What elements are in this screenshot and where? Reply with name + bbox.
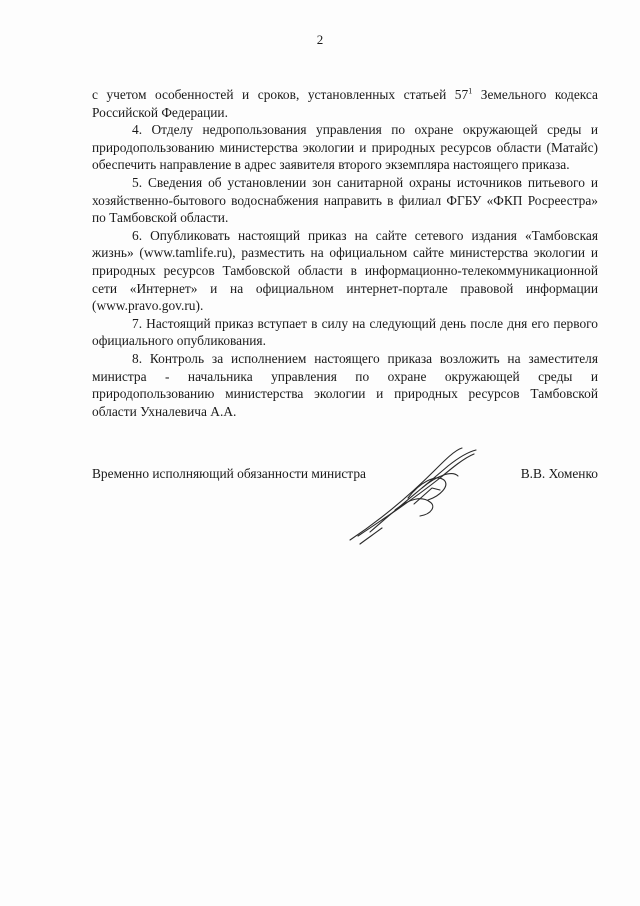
paragraph-continuation [92,86,598,121]
page-number: 2 [316,32,324,47]
paragraph-item-4: 4. Отделу недропользования управления по охране окружающей среды и природопользованию министерства экологии и природных ресурсов области (Матайс) обеспечить направление в адрес заявителя второго экземпляра настоящего приказа. [92,122,598,173]
paragraph-item-7: 7. Настоящий приказ вступает в силу на следующий день после дня его первого официального опубликования. [92,315,598,349]
paragraph-item-6: 6. Опубликовать настоящий приказ на сайте сетевого издания «Тамбовская жизнь» (www.tamlife.ru), разместить на официальном сайте министерства экологии и природных ресурсов Тамбовской области в информационно-телекоммуникационной сети «Интернет» и на официальном интернет-портале правовой информации (www.pravo.gov.ru). [92,227,598,314]
signatory-name: В.В. Хоменко [520,466,598,481]
article-superscript: 1 [468,86,473,96]
paragraph-item-8: 8. Контроль за исполнением настоящего приказа возложить на заместителя министра - начальника управления по охране окружающей среды и природопользованию министерства экологии и природных ресурсов Тамбовской области Ухналевича А.А. [92,350,598,419]
paragraph-continuation-text-start: с учетом особенностей и сроков, установленных статьей 57 [92,87,469,102]
handwritten-signature [340,440,490,550]
paragraph-item-5: 5. Сведения об установлении зон санитарной охраны источников питьевого и хозяйственно-бытового водоснабжения направить в филиал ФГБУ «ФКП Росреестра» по Тамбовской области. [92,174,598,226]
signatory-position: Временно исполняющий обязанности министра [92,466,366,481]
document-body [92,86,598,420]
paragraph-continuation-text-end: Земельного кодекса Российской Федерации. [92,87,598,120]
